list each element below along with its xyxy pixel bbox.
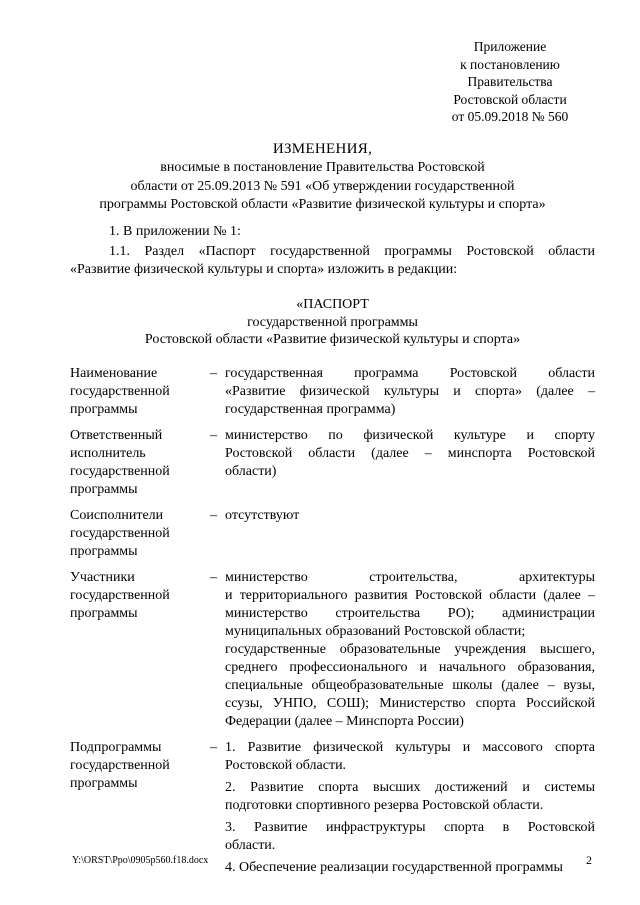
paragraph-1: 1. В приложении № 1: (109, 224, 241, 239)
appendix-line: к постановлению (460, 56, 560, 72)
changes-line: вносимые в постановление Правительства Ростовской (160, 160, 485, 175)
row-label: Участники государственной программы (70, 570, 170, 621)
row-value: министерство строительства, архитектуры и территориального развития Ростовской области (далее – министерство строительства РО); администрации муниципальных образований Ростовской области; государственные образовательные учреждения высшего, среднего профессионального и начального образования, специальные общеобразовательные школы (далее – вузы, ссузы, УНПО, СОШ); Министерство спорта Российской Федерации (далее – Минспорта России) (225, 570, 595, 729)
passport-heading (70, 296, 595, 349)
changes-line: программы Ростовской области «Развитие физической культуры и спорта» (99, 197, 546, 212)
row-dash: – (210, 366, 217, 381)
row-label: Наименование государственной программы (70, 366, 170, 417)
row-label: Ответственный исполнитель государственной программы (70, 428, 170, 497)
row-value: отсутствуют (225, 508, 300, 523)
row-label: Соисполнители государственной программы (70, 508, 170, 559)
passport-table (70, 365, 595, 885)
row-dash: – (210, 570, 217, 585)
row-value: государственная программа Ростовской области «Развитие физической культуры и спорта» (далее – государственная программа) (225, 366, 595, 417)
row-value: 1. Развитие физической культуры и массового спорта Ростовской области. 2. Развитие спорта высших достижений и системы подготовки спортивного резерва Ростовской области. 3. Развитие инфраструктуры спорта в Ростовской области. 4. Обеспечение реализации государственной программы (225, 740, 595, 875)
page-number: 2 (586, 853, 592, 867)
paragraph-1-1 (70, 243, 595, 279)
passport-subtitle: государственной программы (247, 314, 418, 330)
row-dash: – (210, 508, 217, 523)
row-label: Подпрограммы государственной программы (70, 740, 170, 791)
changes-heading (60, 140, 585, 215)
changes-title: ИЗМЕНЕНИЯ, (272, 141, 373, 157)
passport-subtitle: Ростовской области «Развитие физической культуры и спорта» (144, 332, 521, 347)
appendix-line: Ростовской области (453, 91, 567, 107)
paragraph-1-1-line: 1.1. Раздел «Паспорт государственной программы Ростовской области (109, 244, 595, 259)
footer-file-path: Y:\ORST\Ppo\0905p560.f18.docx (72, 855, 209, 866)
row-dash: – (210, 740, 217, 755)
appendix-line: от 05.09.2018 № 560 (451, 109, 569, 124)
table-row-coexecutors (70, 507, 595, 561)
appendix-line: Правительства (467, 74, 553, 89)
paragraph-1-1-line: «Развитие физической культуры и спорта» изложить в редакции: (70, 262, 458, 277)
changes-line: области от 25.09.2013 № 591 «Об утверждении государственной (130, 178, 515, 194)
passport-title: «ПАСПОРТ (296, 297, 369, 312)
appendix-header (420, 38, 600, 126)
appendix-line: Приложение (473, 39, 547, 54)
table-row-participants (70, 569, 595, 731)
row-value: министерство по физической культуре и спорту Ростовской области (далее – минспорта Ростовской области) (225, 428, 595, 479)
table-row-name (70, 365, 595, 419)
row-dash: – (210, 428, 217, 443)
table-row-responsible (70, 427, 595, 499)
